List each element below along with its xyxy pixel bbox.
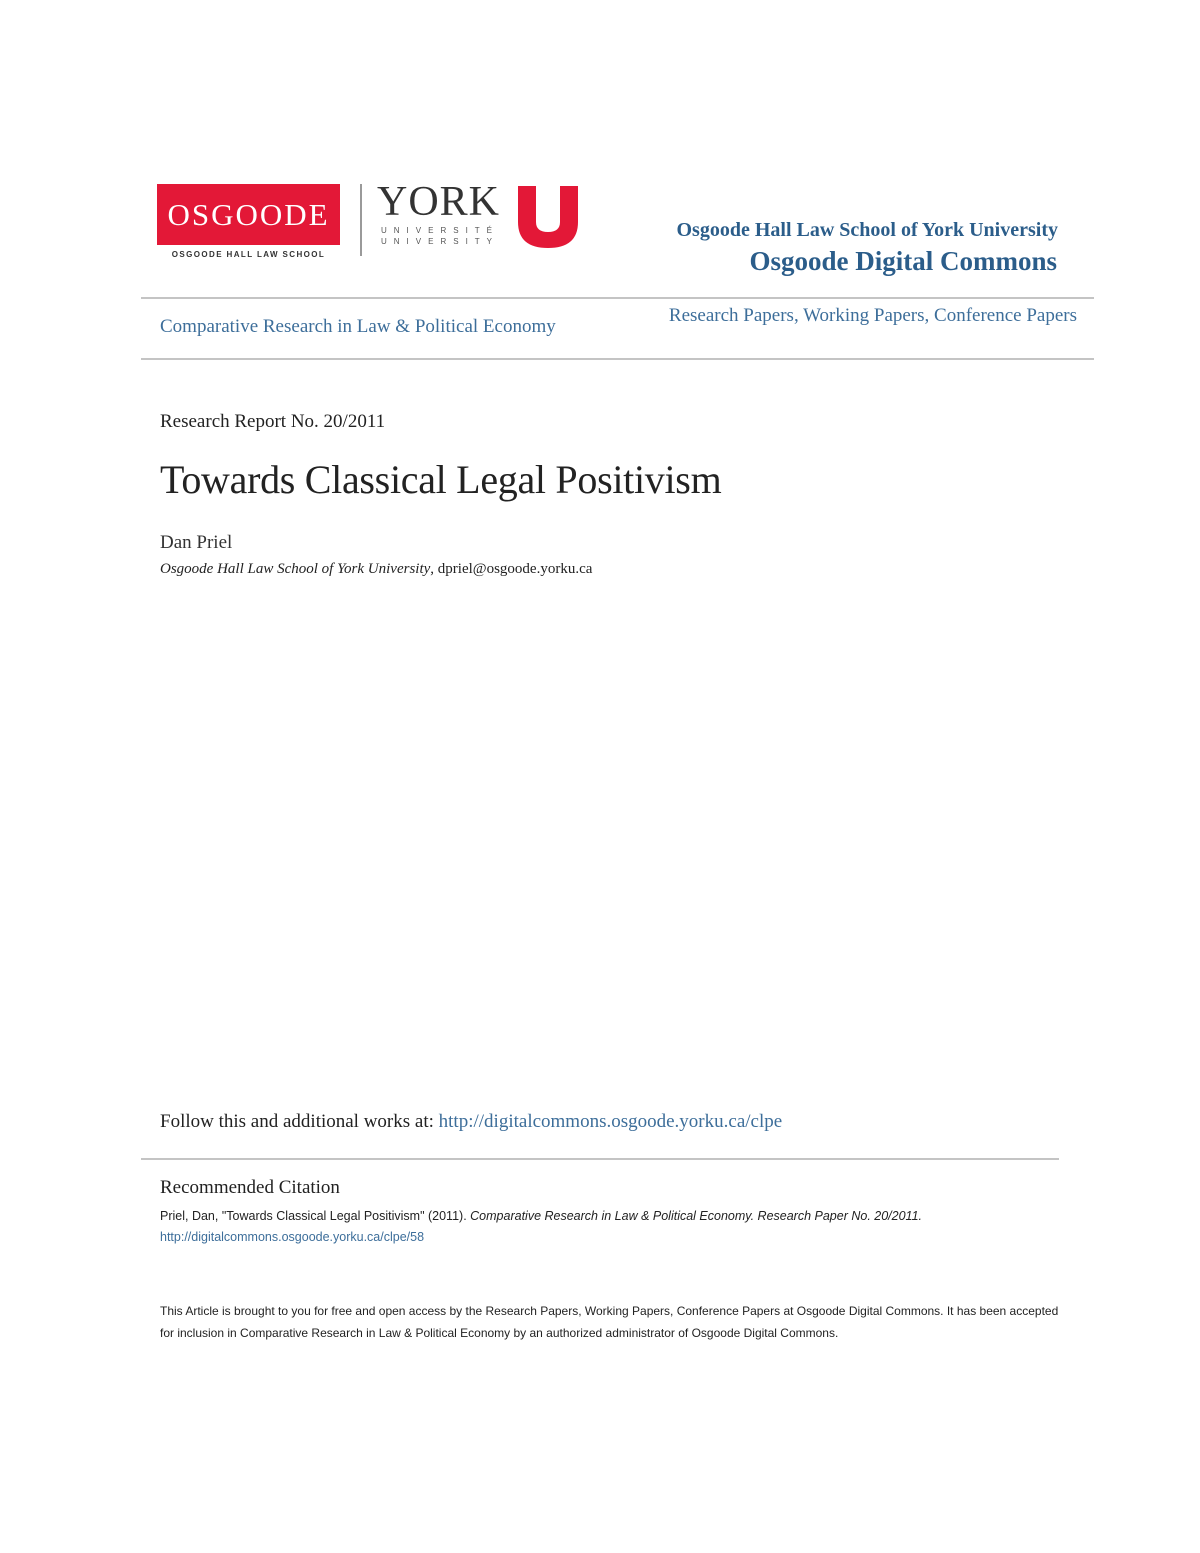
- collection-link[interactable]: Comparative Research in Law & Political Economy: [160, 316, 556, 337]
- york-logo-wordmark: YORK: [377, 179, 501, 225]
- york-logo-english: UNIVERSITY: [381, 237, 500, 246]
- citation-text: [160, 1209, 922, 1223]
- repository-school: Osgoode Hall Law School of York University: [676, 219, 1058, 241]
- osgoode-logo: [157, 184, 340, 262]
- citation-journal: Comparative Research in Law & Political Economy. Research Paper No. 20/2011.: [470, 1209, 922, 1223]
- york-logo: [377, 179, 582, 249]
- osgoode-logo-wordmark: OSGOODE: [167, 197, 330, 232]
- author-name: Dan Priel: [160, 532, 233, 553]
- citation-prefix: Priel, Dan, "Towards Classical Legal Positivism" (2011).: [160, 1209, 471, 1223]
- osgoode-logo-subtitle: OSGOODE HALL LAW SCHOOL: [171, 250, 326, 259]
- access-note: This Article is brought to you for free and open access by the Research Papers, Working Papers, Conference Papers at Osgoode Digital Commons. It has been accepted for inclusion in Comparative Research in Law & Political Economy by an authorized administrator of Osgoode Digital Commons.: [160, 1304, 1059, 1340]
- paper-title: Towards Classical Legal Positivism: [160, 457, 722, 502]
- york-u-icon: [514, 186, 582, 248]
- header-divider-bottom: [141, 358, 1094, 360]
- author-email: , dpriel@osgoode.yorku.ca: [430, 561, 593, 577]
- header-divider-top: [141, 297, 1094, 299]
- author-affiliation: [160, 561, 592, 578]
- follow-label: Follow this and additional works at:: [160, 1111, 439, 1132]
- author-institution: Osgoode Hall Law School of York University: [160, 561, 431, 577]
- report-number: Research Report No. 20/2011: [160, 411, 386, 432]
- citation-link[interactable]: http://digitalcommons.osgoode.yorku.ca/clpe/58: [160, 1230, 425, 1244]
- series-link[interactable]: Research Papers, Working Papers, Conference Papers: [668, 305, 1077, 326]
- repository-name: Osgoode Digital Commons: [749, 246, 1057, 276]
- logo-divider: [360, 184, 362, 256]
- follow-link[interactable]: http://digitalcommons.osgoode.yorku.ca/clpe: [438, 1111, 783, 1132]
- recommended-citation-heading: Recommended Citation: [160, 1177, 340, 1198]
- follow-divider: [141, 1158, 1059, 1160]
- follow-line: [160, 1111, 782, 1133]
- york-logo-french: UNIVERSITÉ: [381, 226, 500, 235]
